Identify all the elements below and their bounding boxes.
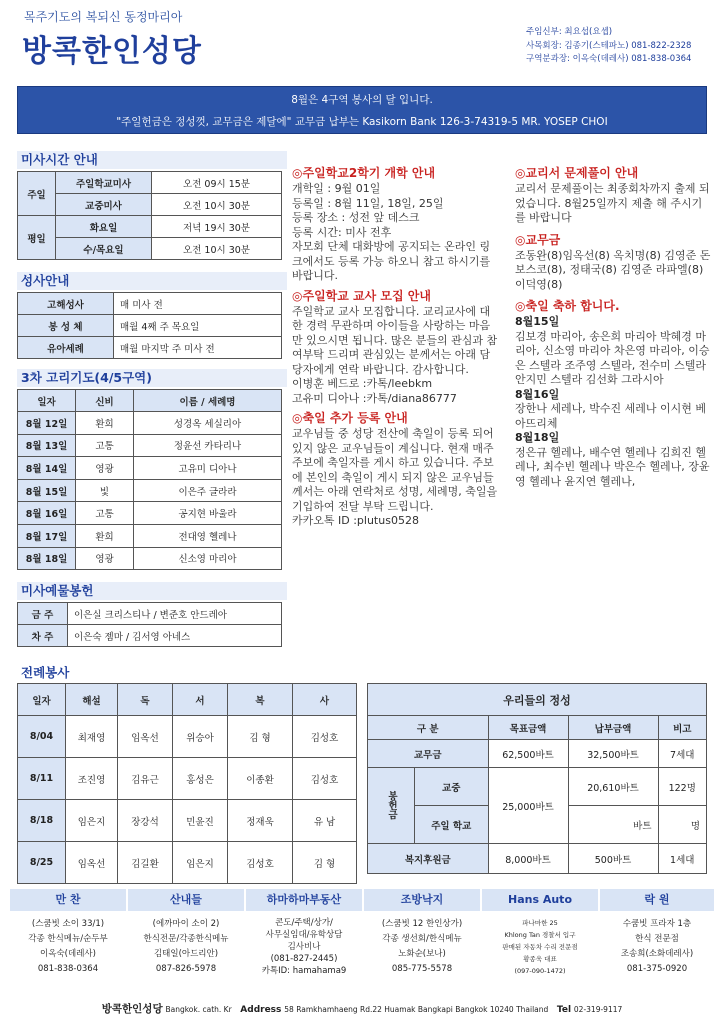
feast-title: ◎축일 축하 합니다. [515,299,620,313]
rosary-date: 8월 14일 [18,457,76,480]
birthday-reg-body: 교우님들 중 성당 전산에 축일이 등록 되어 있지 않은 교우님들이 계십니다. 현재 매주 주보에 축일자를 게시 하고 있습니다. 주보에 본인의 축일이 게시 되지 않은 교우님들께서는 아래 연락처로 성명, 세례명, 축일을 기입하여 전달 부탁 드립니다. [292,427,498,513]
sponsor-line: (스쿰빗 12 한인상가) [381,919,463,929]
announcement-banner [17,86,707,134]
sponsor-line: 한식전문/각종한식메뉴 [143,934,229,944]
welfare-target: 8,000바트 [488,844,568,874]
page-title: 방콕한인성당 [22,34,202,69]
feast-date: 8월18일 [515,431,560,444]
sponsor-name: 하마하마부동산 [246,889,362,911]
rosary-date: 8월 12일 [18,412,76,435]
liturgy-cell: 정재욱 [228,800,293,842]
mass-time: 오전 09시 15분 [152,172,282,194]
collection-target: 25,000바트 [488,768,568,844]
rosary-date: 8월 17일 [18,524,76,547]
sponsor-line: 한식 전문점 [635,934,679,944]
dues-label: 교무금 [368,740,489,768]
liturgy-date: 8/04 [18,716,66,758]
dues-paid: 32,500바트 [568,740,658,768]
dues-target: 62,500바트 [488,740,568,768]
welfare-note: 1세대 [658,844,706,874]
mass-name: 화요일 [56,216,152,238]
offering-title: 우리들의 정성 [368,684,707,716]
flowers-table [17,602,282,647]
dues-body: 조동완(8)임옥선(8) 옥치명(8) 김영준 돈보스코(8), 정태국(8) 김영준 라파엘(8)이덕영(8) [515,248,711,291]
left-column [17,151,287,647]
sacrament-desc: 매월 4째 주 목요일 [114,315,282,337]
school-notice-line: 등록일 : 8월 11일, 18일, 25일 [292,196,444,210]
teacher-contact: 고유미 디아나 :카톡/diana86777 [292,391,457,405]
sacrament-desc: 매월 마지막 주 미사 전 [114,337,282,359]
sponsor-card [600,889,714,989]
rosary-mystery: 빛 [76,479,134,502]
liturgy-title: 전례봉사 [21,665,70,680]
sponsor-line: 081-838-0364 [37,964,99,974]
liturgy-cell: 김길환 [118,842,173,884]
liturgy-title-wrap [17,664,147,682]
rosary-mystery: 영광 [76,457,134,480]
liturgy-date: 8/25 [18,842,66,884]
sponsor-line: 김사비나 [287,942,321,952]
rosary-person: 신소영 마리아 [134,547,282,570]
school-notice-title: ◎주일학교2학기 개학 안내 [292,166,436,180]
rosary-date: 8월 16일 [18,502,76,525]
liturgy-cell: 김 형 [228,716,293,758]
liturgy-cell: 최재영 [66,716,118,758]
sponsor-line: Khlong Tan 경찰서 입구 [504,931,576,939]
rosary-mystery: 고통 [76,434,134,457]
sponsor-line: 087-826-5978 [155,964,217,974]
rosary-person: 이은주 글라라 [134,479,282,502]
staff-line: 주임신부: 최요섭(요셉) [526,27,613,37]
school-notice-line: 자모회 단체 대화방에 공지되는 온라인 링크에서도 등록 가능 하오니 참고 하시기를 바랍니다. [292,240,491,282]
sacrament-name: 유아세례 [18,337,114,359]
sponsor-line: (081-827-2445) [270,954,338,964]
sponsor-name: 만 찬 [10,889,126,911]
main-mass-note: 122명 [658,768,706,806]
liturgy-cell: 위승아 [173,716,228,758]
offering-header: 비고 [658,716,706,740]
liturgy-header: 독 [118,684,173,716]
mass-time: 저녁 19시 30분 [152,216,282,238]
liturgy-cell: 장강석 [118,800,173,842]
teacher-notice-body: 주일학교 교사 모집합니다. 교리교사에 대한 경력 무관하며 아이들을 사랑하는 마음 만 있으시면 됩니다. 많은 분들의 관심과 참여부탁 드리며 관심있는 분께서는 아래 담당자에게 연락 바랍니다. 감사합니다. [292,304,498,376]
liturgy-header: 해설 [66,684,118,716]
school-notice-line: 개학일 : 9월 01일 [292,182,381,195]
sacraments-title: 성사안내 [17,272,287,290]
sponsor-line: 파나마한 25 [522,919,558,927]
mass-group: 평일 [18,216,56,260]
liturgy-cell: 임옥선 [66,842,118,884]
sponsor-card [364,889,480,989]
flower-names: 이은숙 젬마 / 김서영 아네스 [68,625,282,647]
rosary-date: 8월 18일 [18,547,76,570]
liturgy-cell: 김유근 [118,758,173,800]
rosary-date: 8월 15일 [18,479,76,502]
school-notice-line: 등록 시간: 미사 전후 [292,225,392,239]
feast-names: 정은규 헬레나, 배수연 헬레나 김희진 헬레나, 최수빈 헬레나 박은수 헬레나, 장윤영 헬레나 윤지연 헬레나, [515,445,710,488]
liturgy-header: 일자 [18,684,66,716]
feast-date: 8월15일 [515,315,560,328]
footer-name: 방콕한인성당 [101,1003,163,1015]
sponsor-line: (097-090-1472) [514,967,566,975]
rosary-header: 신비 [76,390,134,412]
sponsor-line: 수쿰빗 프라자 1층 [622,919,692,929]
offering-header: 납부금액 [568,716,658,740]
banner-line-2: "주일헌금은 정성껏, 교무금은 제달에" 교무금 납부는 Kasikorn Bank 126-3-74319-5 MR. YOSEP CHOI [116,116,608,128]
catechism-body: 교리서 문제풀이는 최종회차까지 출제 되었습니다. 8월25일까지 제출 해 주시기를 바랍니다 [515,182,710,224]
sponsor-name: 산내들 [128,889,244,911]
rosary-mystery: 환희 [76,524,134,547]
sponsor-name: 락 원 [600,889,714,911]
school-label: 주일 학교 [415,806,489,844]
sponsor-line: 각종 한식메뉴/순두부 [28,934,108,944]
liturgy-cell: 민윤진 [173,800,228,842]
mass-name: 수/목요일 [56,238,152,260]
rosary-person: 전대영 헬레나 [134,524,282,547]
rosary-mystery: 환희 [76,412,134,435]
sponsor-line: 카톡ID: hamahama9 [261,966,347,976]
offering-header: 목표금액 [488,716,568,740]
sponsor-line: 조송희(소화데레사) [620,949,694,959]
liturgy-cell: 이종환 [228,758,293,800]
footer-tel: 02-319-9117 [573,1005,623,1014]
mass-times-title: 미사시간 안내 [17,151,287,169]
footer-address-label: Address [240,1005,282,1015]
liturgy-cell: 김성호 [228,842,293,884]
school-paid: 바트 [568,806,658,844]
sponsor-line: 각종 생선회/한식메뉴 [382,934,462,944]
rosary-person: 성경옥 세실리아 [134,412,282,435]
welfare-paid: 500바트 [568,844,658,874]
sponsor-card [482,889,598,989]
rosary-person: 고유미 디아나 [134,457,282,480]
dues-title: ◎교무금 [515,232,561,247]
liturgy-header: 복 [228,684,293,716]
liturgy-cell: 임은지 [66,800,118,842]
main-mass-label: 교중 [415,768,489,806]
liturgy-table [17,683,357,884]
rosary-person: 정윤선 카타리나 [134,434,282,457]
liturgy-cell: 유 남 [293,800,357,842]
flower-week: 차 주 [18,625,68,647]
sponsor-line: 085-775-5578 [391,964,453,974]
sponsor-line: 이옥숙(데레사) [40,949,96,959]
sponsor-name: 조방낙지 [364,889,480,911]
sacraments-table [17,292,282,359]
right-column [515,165,711,489]
sponsor-line: 노화순(보나) [398,949,446,959]
dues-note: 7세대 [658,740,706,768]
rosary-header: 일자 [18,390,76,412]
liturgy-header: 사 [293,684,357,716]
liturgy-cell: 김성호 [293,758,357,800]
rosary-mystery: 영광 [76,547,134,570]
sponsor-card [128,889,244,989]
middle-column [292,165,498,529]
liturgy-date: 8/11 [18,758,66,800]
header-motto: 목주기도의 복되신 동정마리아 [24,10,183,24]
birthday-reg-contact: 카카오톡 ID :plutus0528 [292,514,419,527]
feast-date: 8월16일 [515,387,560,401]
school-notice-line: 등록 장소 : 성전 앞 데스크 [292,211,420,224]
mass-name: 주일학교미사 [56,172,152,194]
welfare-label: 복지후원금 [368,844,489,874]
feast-names: 김보경 마리아, 송은희 마리아 박혜경 마리아, 신소영 마리아 차은영 마리아, 이승은 스텔라 조주영 스텔라, 전수미 스텔라 안지민 스텔라 김선화 그라시아 [515,329,710,386]
main-mass-paid: 20,610바트 [568,768,658,806]
banner-line-1: 8월은 4구역 봉사의 달 입니다. [291,94,433,106]
liturgy-cell: 조진영 [66,758,118,800]
rosary-table [17,389,282,570]
sponsor-line: (에까마이 소이 2) [152,919,220,929]
rosary-title: 3차 고리기도(4/5구역) [17,369,287,387]
sponsor-line: 황종욱 대표 [523,955,557,963]
rosary-header: 이름 / 세례명 [134,390,282,412]
footer-address: 58 Ramkhamhaeng Rd.22 Huamak Bangkapi Bangkok 10240 Thailand [284,1005,549,1014]
footer-en: Bangkok. cath. Kr [165,1005,232,1014]
mass-group: 주일 [18,172,56,216]
catechism-title: ◎교리서 문제풀이 안내 [515,166,639,180]
mass-name: 교중미사 [56,194,152,216]
sponsor-card [246,889,362,989]
teacher-contact: 이병훈 베드로 :카톡/leebkm [292,377,433,390]
liturgy-header: 서 [173,684,228,716]
liturgy-cell: 임옥선 [118,716,173,758]
school-note: 명 [658,806,706,844]
offering-table [367,683,707,874]
footer-tel-label: Tel [556,1005,572,1015]
mass-time: 오전 10시 30분 [152,238,282,260]
sponsor-card [10,889,126,989]
mass-time: 오전 10시 30분 [152,194,282,216]
collection-label: 봉헌금 [368,768,415,844]
sponsor-line: 콘도/주택/상가/ [275,918,333,928]
flower-week: 금 주 [18,603,68,625]
liturgy-cell: 김성호 [293,716,357,758]
sponsor-line: 판매된 자동차 수리 전문점 [502,943,578,951]
sponsor-line: (스쿰빗 소이 33/1) [31,919,105,929]
flowers-title: 미사예물봉헌 [17,582,287,600]
sponsor-line: 081-375-0920 [626,964,688,974]
rosary-date: 8월 13일 [18,434,76,457]
liturgy-cell: 김 형 [293,842,357,884]
staff-line: 구역분과장: 이옥숙(데레사) 081-838-0364 [526,54,692,64]
sponsor-line: 사무실임대/유학상담 [265,930,343,940]
birthday-reg-title: ◎축일 추가 등록 안내 [292,411,408,425]
sacrament-name: 봉 성 체 [18,315,114,337]
header-staff [526,26,691,67]
footer [0,996,724,1023]
sacrament-desc: 매 미사 전 [114,293,282,315]
sponsor-name: Hans Auto [482,889,598,911]
rosary-mystery: 고통 [76,502,134,525]
liturgy-cell: 홍성은 [173,758,228,800]
teacher-notice-title: ◎주일학교 교사 모집 안내 [292,288,431,303]
sponsor-line: 김태일(아드리안) [153,949,219,959]
staff-line: 사목회장: 김종기(스테파노) 081-822-2328 [526,40,692,51]
feast-names: 장한나 세레나, 박수진 세레나 이시현 베아뜨리체 [515,402,706,430]
offering-header: 구 분 [368,716,489,740]
mass-times-table [17,171,282,260]
liturgy-cell: 임은지 [173,842,228,884]
sacrament-name: 고해성사 [18,293,114,315]
rosary-person: 공지현 바울라 [134,502,282,525]
flower-names: 이은실 크리스티나 / 변준호 안드레아 [68,603,282,625]
liturgy-date: 8/18 [18,800,66,842]
